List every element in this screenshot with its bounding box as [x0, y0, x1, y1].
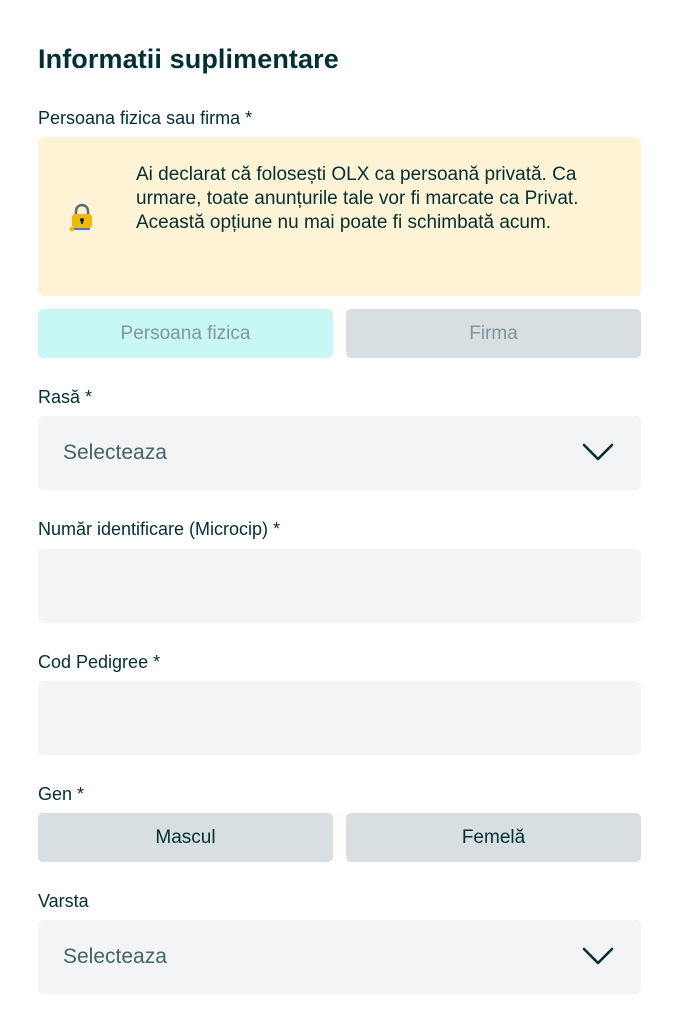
seller-type-label: Persoana fizica sau firma * — [38, 108, 253, 128]
chevron-down-icon — [582, 945, 614, 969]
private-person-button[interactable]: Persoana fizica — [38, 309, 333, 358]
breed-select[interactable] — [38, 416, 641, 490]
company-button[interactable]: Firma — [346, 309, 641, 358]
age-select-value: Selecteaza — [63, 945, 167, 968]
pedigree-label: Cod Pedigree * — [38, 652, 161, 672]
age-label: Varsta — [38, 891, 89, 911]
notice-text: Ai declarat că folosești OLX ca persoană privată. Ca urmare, toate anunțurile tale vor fi marcate ca Privat. Această opțiune nu mai poate fi schimbată acum. — [136, 164, 579, 233]
breed-select-value: Selecteaza — [63, 441, 167, 464]
section-title: Informatii suplimentare — [38, 44, 339, 74]
chevron-down-icon — [582, 441, 614, 465]
microchip-label: Număr identificare (Microcip) * — [38, 519, 281, 539]
gender-male-button[interactable]: Mascul — [38, 813, 333, 862]
lock-icon — [66, 201, 98, 233]
private-seller-notice — [38, 137, 641, 296]
age-select[interactable] — [38, 920, 641, 994]
gender-female-button[interactable]: Femelă — [346, 813, 641, 862]
pedigree-input[interactable] — [38, 681, 641, 755]
microchip-input[interactable] — [38, 549, 641, 623]
gender-label: Gen * — [38, 784, 85, 804]
breed-label: Rasă * — [38, 387, 93, 407]
